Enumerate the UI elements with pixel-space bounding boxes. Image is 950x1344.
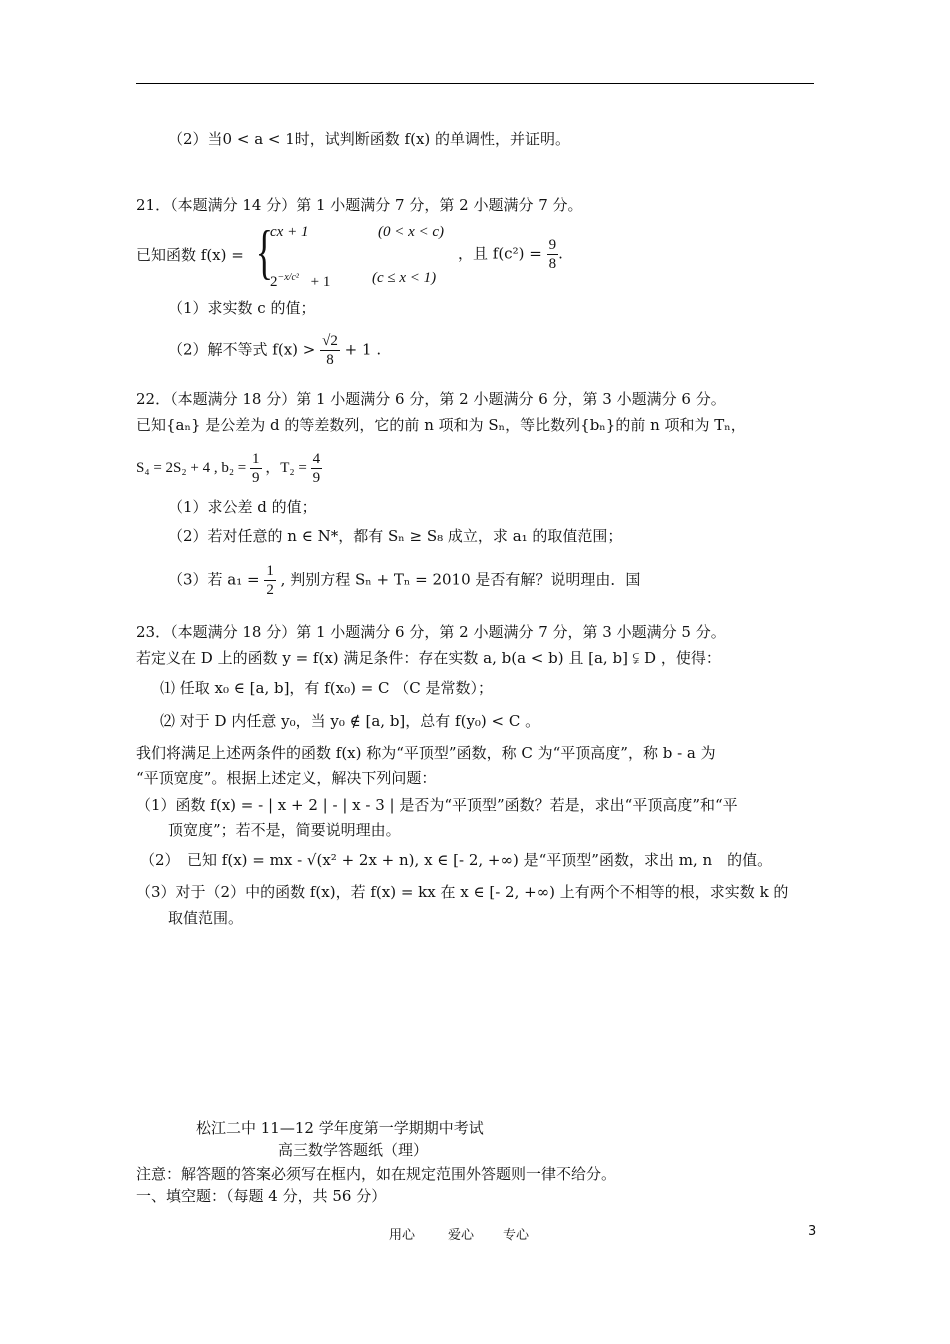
q22-b2-num: 1 [252, 451, 260, 467]
q22-part3-suffix: , 判别方程 Sₙ + Tₙ = 2010 是否有解？说明理由．国 [280, 570, 641, 589]
q23-line1: 若定义在 D 上的函数 y = f(x) 满足条件：存在实数 a, b(a < b) 且 [a, b] ⫋ D ，使得： [136, 649, 721, 667]
q23-part3a: （3）对于（2）中的函数 f(x)，若 f(x) = kx 在 x ∈ [- 2, +∞) 上有两个不相等的根，求实数 k 的 [136, 883, 789, 901]
q21-case2-cond: (c ≤ x < 1) [372, 270, 437, 286]
q22-conditions [136, 450, 322, 487]
piecewise-brace: { [255, 219, 274, 285]
q21-case1-cond: (0 < x < c) [378, 224, 445, 240]
q23-part3b: 取值范围。 [168, 909, 244, 927]
q21-frac-num: 9 [548, 237, 557, 253]
q22-a1-fraction [264, 562, 276, 599]
page-number: 3 [808, 1224, 817, 1239]
q22-b2-fraction [250, 450, 262, 487]
q22-a1-num: 1 [266, 563, 274, 579]
q21-frac-den: 8 [548, 256, 557, 272]
q21-case2-expr: 2 [270, 274, 278, 290]
q20-part2: （2）当0 < a < 1时，试判断函数 f(x) 的单调性，并证明。 [168, 130, 571, 148]
q21-given-prefix: 已知函数 f(x) = [136, 246, 244, 264]
answer-sheet-notice: 注意：解答题的答案必须写在框内，如在规定范围外答题则一律不给分。 [136, 1165, 617, 1183]
q22-t2-den: 9 [312, 470, 321, 486]
q21-case1-expr: cx + 1 [270, 224, 309, 240]
q21-given-suffix: ，且 f(c²) = [458, 244, 542, 263]
q22-t2-num: 4 [312, 451, 321, 467]
q21-case2-exponent: −x/c² [277, 272, 299, 283]
q23-def1: 我们将满足上述两条件的函数 f(x) 称为“平顶型”函数，称 C 为“平顶高度”，称 b - a 为 [136, 744, 716, 762]
footer-slogan-1: 用心 [389, 1228, 416, 1243]
q21-given-fraction [547, 236, 559, 273]
q21-part1: （1）求实数 c 的值； [168, 299, 316, 317]
footer-slogan-2: 爱心 [448, 1228, 475, 1243]
q21-case2-base [270, 268, 330, 292]
q21-part2-line [168, 332, 381, 369]
q22-cond-a: S₄ = 2S₂ + 4 , b₂ = [136, 459, 247, 476]
q22-line1: 已知{aₙ} 是公差为 d 的等差数列，它的前 n 项和为 Sₙ，等比数列{bₙ}的前 n 项和为 Tₙ， [136, 416, 746, 434]
q21-given-suffix-line: ，且 f(c²) = $\frac{9}{8}$ . [458, 237, 563, 272]
answer-sheet-title2: 高三数学答题纸（理） [278, 1141, 429, 1159]
q21-part2-suffix: + 1 . [344, 340, 382, 359]
q22-header: 22．（本题满分 18 分）第 1 小题满分 6 分，第 2 小题满分 6 分，第 3 小题满分 6 分。 [136, 390, 726, 408]
q23-def2: “平顶宽度”。根据上述定义，解决下列问题： [136, 769, 437, 787]
q22-part2: （2）若对任意的 n ∈ N*，都有 Sₙ ≥ S₈ 成立，求 a₁ 的取值范围； [168, 527, 623, 545]
q22-b2-den: 9 [252, 470, 260, 486]
q22-part3-prefix: （3）若 a₁ = [168, 570, 260, 589]
section-fill-in: 一、填空题：（每题 4 分，共 56 分） [136, 1187, 387, 1205]
footer-slogan-3: 专心 [503, 1228, 530, 1243]
q23-header: 23．（本题满分 18 分）第 1 小题满分 6 分，第 2 小题满分 7 分，第 3 小题满分 5 分。 [136, 623, 726, 641]
q23-part1b: 顶宽度”；若不是，简要说明理由。 [168, 821, 401, 839]
q23-cond1: ⑴ 任取 x₀ ∈ [a, b]，有 f(x₀) = C （C 是常数）； [160, 679, 494, 697]
q21-part2-num: √2 [322, 333, 338, 349]
q21-case2-tail: + 1 [310, 274, 331, 290]
q22-a1-den: 2 [266, 582, 274, 598]
header-rule [136, 83, 814, 84]
q23-part1a: （1）函数 f(x) = - | x + 2 | - | x - 3 | 是否为“平顶型”函数？若是，求出“平顶高度”和“平 [136, 796, 738, 814]
answer-sheet-title1: 松江二中 11—12 学年度第一学期期中考试 [196, 1119, 484, 1137]
q21-header: 21．（本题满分 14 分）第 1 小题满分 7 分，第 2 小题满分 7 分。 [136, 196, 583, 214]
q21-part2-fraction [320, 332, 340, 369]
q23-cond2: ⑵ 对于 D 内任意 y₀，当 y₀ ∉ [a, b]，总有 f(y₀) < C 。 [160, 712, 541, 730]
q22-cond-c: ，T₂ = [265, 459, 307, 476]
q22-part1: （1）求公差 d 的值； [168, 498, 317, 516]
q22-part3-line [168, 562, 640, 599]
q22-t2-fraction [311, 450, 323, 487]
q21-part2-den: 8 [326, 352, 334, 368]
q23-part2: （2） 已知 f(x) = mx - √(x² + 2x + n), x ∈ [- 2, +∞) 是“平顶型”函数，求出 m, n 的值。 [140, 851, 773, 869]
q21-part2-prefix: （2）解不等式 f(x) > [168, 340, 316, 359]
